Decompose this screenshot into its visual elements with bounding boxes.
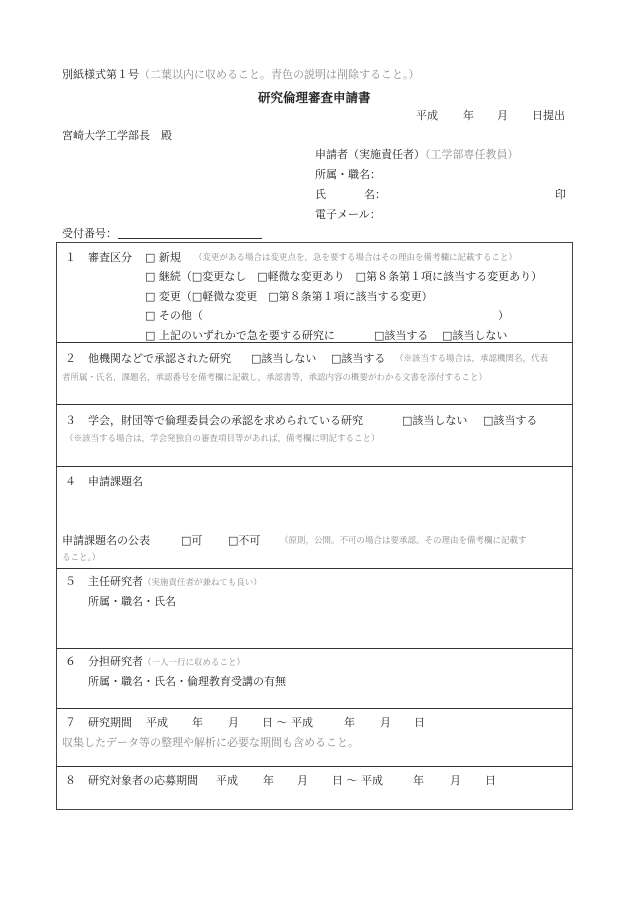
form-label-line (62, 66, 420, 82)
sec5-number: ５ (65, 575, 76, 588)
sec6-label-line (88, 653, 245, 669)
sec1-opt-new-note: （変更がある場合は変更点を，急を要する場合はその理由を備考欄に記載すること） (194, 253, 518, 263)
sec6-label: 分担研究者 (88, 655, 143, 668)
sec8-end-day: 日 (485, 774, 496, 787)
sec7-end-month: 月 (380, 716, 391, 729)
sec7-start-day-end-heisei: 日 〜 平成 (262, 716, 313, 729)
sec2-note-1: （※該当する場合は，承認機関名，代表 (395, 354, 549, 364)
divider-4 (56, 568, 573, 569)
sec3-yes[interactable]: □該当する (483, 414, 538, 427)
sec1-number: １ (65, 251, 76, 264)
sec7-start-year: 年 (192, 716, 203, 729)
sec2-number: ２ (65, 352, 76, 365)
sec1-opt-other-close: ） (498, 309, 509, 322)
sec7-number: ７ (65, 716, 76, 729)
date-heisei: 平成 (416, 109, 438, 122)
date-month: 月 (497, 109, 508, 122)
sec7-end-year: 年 (344, 716, 355, 729)
sec6-label-note: （一人一行に収めること） (143, 658, 246, 668)
applicant-role-line (315, 146, 519, 162)
sec2-label: 他機関などで承認された研究 (88, 352, 231, 365)
sec8-label: 研究対象者の応募期間 (88, 774, 198, 787)
sec8-end-month: 月 (450, 774, 461, 787)
sec5-label-note: （実施責任者が兼ねても良い） (143, 578, 262, 588)
name-label-1: 氏 (315, 188, 326, 201)
sec7-end-day: 日 (414, 716, 425, 729)
sec7-start-month: 月 (228, 716, 239, 729)
form-note: （二葉以内に収めること。青色の説明は削除すること。） (139, 68, 420, 81)
name-label-2: 名： (364, 188, 386, 201)
sec7-note: 収集したデータ等の整理や解析に必要な期間も含めること。 (62, 736, 359, 749)
receipt-underline (118, 238, 262, 239)
sec7-label: 研究期間 (88, 716, 132, 729)
divider-6 (56, 708, 573, 709)
sec1-urgent-yes[interactable]: □該当する (374, 329, 429, 342)
sec3-no[interactable]: □該当しない (402, 414, 468, 427)
sec1-label: 審査区分 (88, 251, 132, 264)
sec1-opt-change[interactable]: □ 変更（□軽微な変更 □第８条第１項に該当する変更） (145, 290, 433, 303)
applicant-role: 申請者（実施責任者） (315, 148, 425, 161)
date-year: 年 (463, 109, 474, 122)
sec1-urgent-no[interactable]: □該当しない (442, 329, 508, 342)
sec4-note-2: ること。） (62, 553, 101, 563)
sec1-opt-continue[interactable]: □ 継続（□変更なし □軽微な変更あり □第８条第１項に該当する変更あり） (145, 270, 543, 283)
seal-mark: 印 (555, 188, 566, 201)
sec6-number: ６ (65, 655, 76, 668)
sec4-publish-yes[interactable]: □可 (181, 534, 203, 547)
sec1-opt-urgent: □ 上記のいずれかで急を要する研究に (145, 329, 335, 342)
sec4-publish-no[interactable]: □不可 (228, 534, 261, 547)
sec5-label-line (88, 573, 262, 589)
applicant-role-note: （工学部専任教員） (425, 148, 519, 161)
date-day-submitted: 日提出 (532, 109, 565, 122)
sec1-opt-new[interactable]: □ 新規 (145, 251, 181, 264)
sec3-label: 学会，財団等で倫理委員会の承認を求められている研究 (88, 414, 363, 427)
sec8-number: ８ (65, 774, 76, 787)
sec6-sub: 所属・職名・氏名・倫理教育受講の有無 (88, 675, 286, 688)
sec4-note-1: （原則，公開。不可の場合は要承認。その理由を備考欄に記載す (280, 536, 527, 546)
sec2-no[interactable]: □該当しない (251, 352, 317, 365)
divider-3 (56, 466, 573, 467)
sec2-yes[interactable]: □該当する (331, 352, 386, 365)
sec3-note: （※該当する場合は，学会発独自の審査項目等があれば，備考欄に明記すること） (65, 434, 380, 444)
receipt-label: 受付番号： (62, 227, 117, 240)
sec8-end-year: 年 (413, 774, 424, 787)
sec8-start-year: 年 (263, 774, 274, 787)
sec5-label: 主任研究者 (88, 575, 143, 588)
sec5-sub: 所属・職名・氏名 (88, 595, 176, 608)
sec3-number: ３ (65, 414, 76, 427)
sec4-number: ４ (65, 475, 76, 488)
divider-5 (56, 648, 573, 649)
addressee: 宮崎大学工学部長 殿 (62, 129, 172, 142)
sec7-start-heisei: 平成 (146, 716, 168, 729)
email-label: 電子メール： (315, 208, 381, 221)
sec8-start-month: 月 (297, 774, 308, 787)
sec8-start-heisei: 平成 (216, 774, 238, 787)
sec8-start-day-end-heisei: 日 〜 平成 (332, 774, 383, 787)
sec1-opt-other[interactable]: □ その他（ (145, 309, 203, 322)
sec4-label: 申請課題名 (88, 475, 143, 488)
sec4-publish-label: 申請課題名の公表 (62, 534, 150, 547)
affiliation-label: 所属・職名： (315, 168, 381, 181)
divider-2 (56, 404, 573, 405)
page-title: 研究倫理審査申請書 (258, 90, 371, 105)
sec2-note-2: 者所属・氏名，課題名，承認番号を備考欄に記載し，承認書等，承認内容の概要がわかる文書を添付すること） (62, 373, 488, 383)
divider-7 (56, 766, 573, 767)
form-label: 別紙様式第１号 (62, 68, 139, 81)
